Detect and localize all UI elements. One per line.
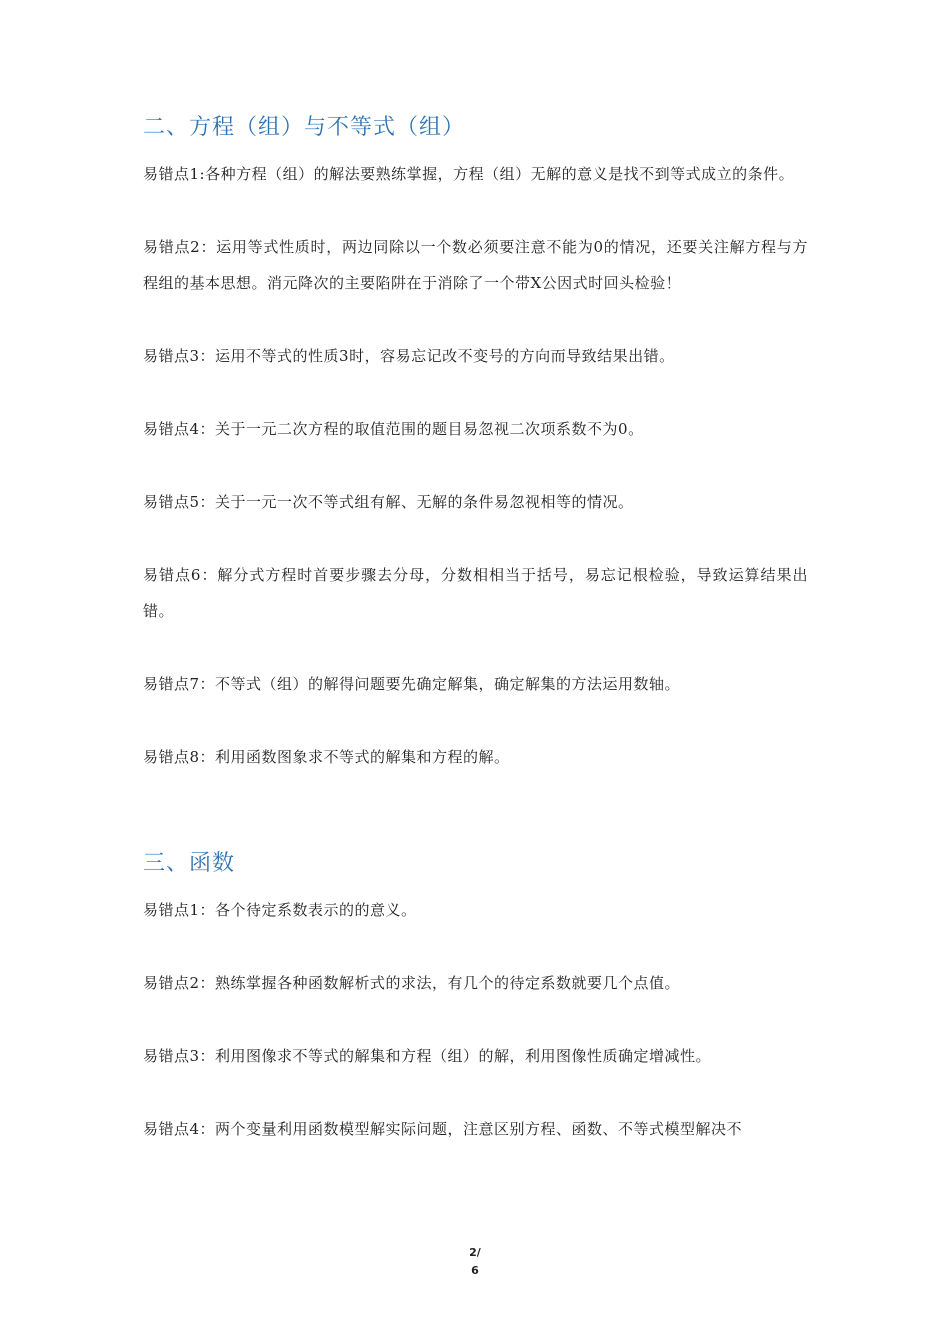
page-number-total: 6	[471, 1264, 479, 1277]
error-point-item: 易错点2：熟练掌握各种函数解析式的求法，有几个的待定系数就要几个点值。	[143, 974, 681, 992]
error-point-item: 易错点4：关于一元二次方程的取值范围的题目易忽视二次项系数不为0。	[143, 420, 644, 438]
error-point-item: 易错点5：关于一元一次不等式组有解、无解的条件易忽视相等的情况。	[143, 493, 634, 511]
error-point-item: 易错点1：各个待定系数表示的的意义。	[143, 901, 417, 919]
error-point-item: 易错点6：解分式方程时首要步骤去分母，分数相相当于括号，易忘记根检验，导致运算结果出错。	[143, 566, 808, 620]
error-point-item: 易错点4：两个变量利用函数模型解实际问题，注意区别方程、函数、不等式模型解决不	[143, 1120, 743, 1138]
error-point-item: 易错点2：运用等式性质时，两边同除以一个数必须要注意不能为0的情况，还要关注解方程与方程组的基本思想。消元降次的主要陷阱在于消除了一个带X公因式时回头检验！	[143, 238, 808, 292]
section-spacer	[143, 812, 808, 844]
page-number-current: 2/	[469, 1246, 481, 1259]
error-point-item: 易错点3：利用图像求不等式的解集和方程（组）的解，利用图像性质确定增减性。	[143, 1047, 712, 1065]
error-point-item: 易错点8：利用函数图象求不等式的解集和方程的解。	[143, 748, 510, 766]
section-heading-equations: 二、方程（组）与不等式（组）	[143, 115, 466, 140]
section-heading-functions: 三、函数	[143, 851, 236, 876]
page-content	[143, 108, 808, 1184]
error-point-item: 易错点7：不等式（组）的解得问题要先确定解集，确定解集的方法运用数轴。	[143, 675, 681, 693]
error-point-item: 易错点1:各种方程（组）的解法要熟练掌握，方程（组）无解的意义是找不到等式成立的条件。	[143, 165, 795, 183]
page-number	[0, 1244, 950, 1280]
error-point-item: 易错点3：运用不等式的性质3时，容易忘记改不变号的方向而导致结果出错。	[143, 347, 675, 365]
